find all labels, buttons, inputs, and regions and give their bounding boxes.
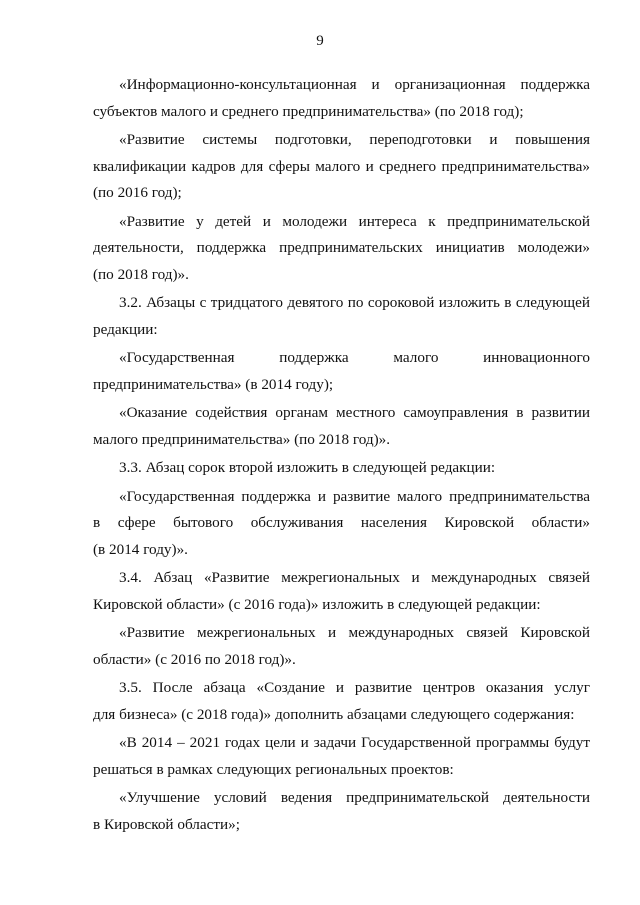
paragraph-line: 3.5. После абзаца «Создание и развитие центров оказания услуг — [119, 679, 590, 696]
paragraph-line: «Государственная поддержка малого инновационного — [119, 349, 590, 366]
paragraph-line: «В 2014 – 2021 годах цели и задачи Государственной программы будут — [119, 734, 590, 751]
paragraph-item-9 — [93, 565, 590, 618]
paragraph-line: «Информационно-консультационная и организационная поддержка — [119, 76, 590, 93]
paragraph-line: 3.3. Абзац сорок второй изложить в следующей редакции: — [119, 459, 496, 476]
page-number: 9 — [316, 33, 324, 49]
paragraph-line: «Развитие у детей и молодежи интереса к предпринимательской — [119, 212, 590, 230]
paragraph-line: «Развитие системы подготовки, переподготовки и повышения — [119, 131, 590, 148]
paragraph-line: «Развитие межрегиональных и международных связей Кировской — [119, 624, 590, 641]
paragraph-line: (в 2014 году)». — [93, 540, 188, 558]
paragraph-line: в сфере бытового обслуживания населения Кировской области» — [93, 514, 590, 531]
paragraph-line: 3.2. Абзацы с тридцатого девятого по сороковой изложить в следующей — [119, 294, 590, 311]
paragraph-item-1 — [93, 72, 590, 125]
paragraph-item-12 — [93, 730, 590, 783]
paragraph-line: «Государственная поддержка и развитие малого предпринимательства — [119, 487, 590, 505]
paragraph-line: редакции: — [93, 320, 158, 338]
document-body — [93, 72, 590, 838]
paragraph-line: (по 2016 год); — [93, 184, 182, 201]
paragraph-line: субъектов малого и среднего предпринимательства» (по 2018 год); — [93, 102, 524, 120]
paragraph-line: (по 2018 год)». — [93, 265, 189, 283]
paragraph-item-13 — [93, 785, 590, 838]
paragraph-item-7 — [93, 455, 590, 482]
paragraph-item-10 — [93, 620, 590, 673]
paragraph-line: 3.4. Абзац «Развитие межрегиональных и международных связей — [119, 569, 590, 586]
paragraph-item-2 — [93, 127, 590, 207]
paragraph-line: «Улучшение условий ведения предпринимательской деятельности — [119, 789, 590, 806]
paragraph-line: в Кировской области»; — [93, 815, 240, 833]
paragraph-item-3 — [93, 209, 590, 289]
paragraph-line: малого предпринимательства» (по 2018 год)». — [93, 430, 391, 448]
paragraph-item-4 — [93, 290, 590, 343]
paragraph-line: «Оказание содействия органам местного самоуправления в развитии — [119, 404, 590, 421]
paragraph-line: для бизнеса» (с 2018 года)» дополнить абзацами следующего содержания: — [93, 705, 575, 723]
paragraph-item-8 — [93, 484, 590, 564]
paragraph-line: Кировской области» (с 2016 года)» изложить в следующей редакции: — [93, 595, 541, 613]
paragraph-line: деятельности, поддержка предпринимательских инициатив молодежи» — [93, 239, 590, 256]
paragraph-line: области» (с 2016 по 2018 год)». — [93, 650, 296, 668]
paragraph-line: решаться в рамках следующих региональных проектов: — [93, 760, 454, 778]
paragraph-line: квалификации кадров для сферы малого и среднего предпринимательства» — [93, 157, 590, 175]
paragraph-item-11 — [93, 675, 590, 728]
paragraph-line: предпринимательства» (в 2014 году); — [93, 375, 334, 393]
paragraph-item-6 — [93, 400, 590, 453]
paragraph-item-5 — [93, 345, 590, 398]
